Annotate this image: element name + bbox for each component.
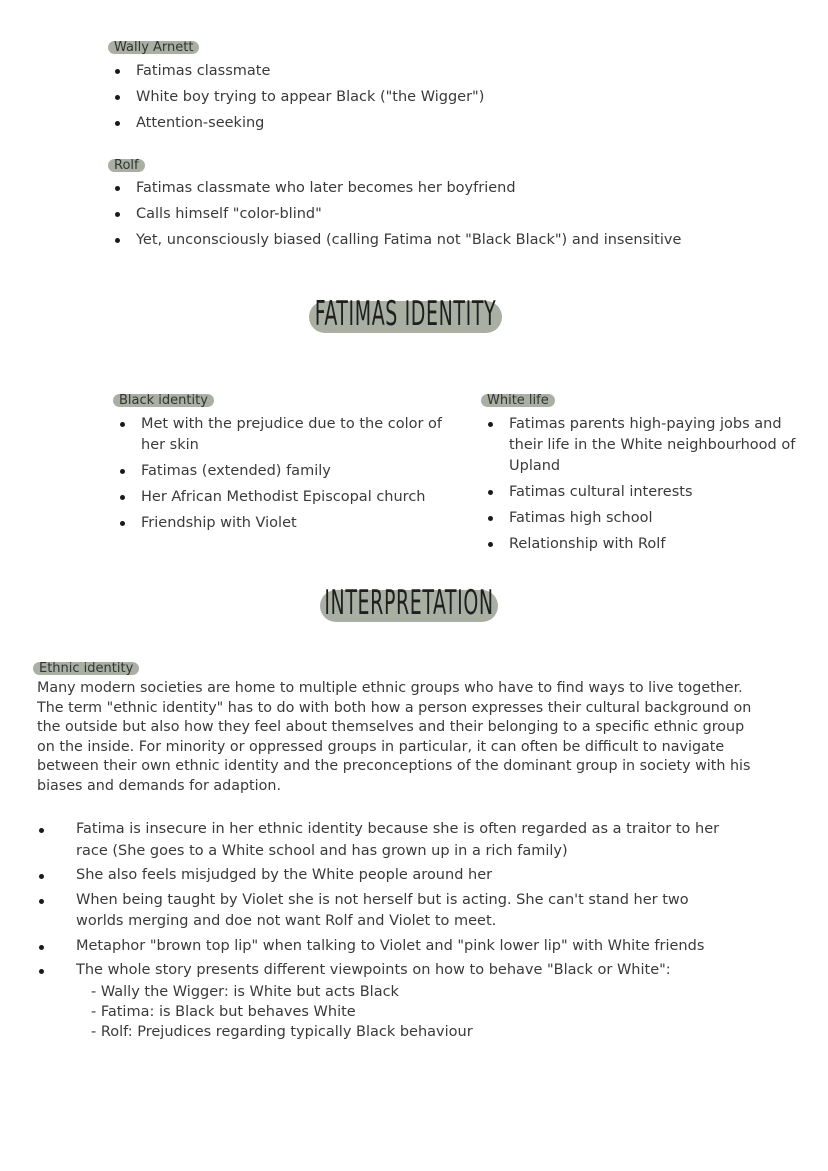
list-item: Fatimas (extended) family	[113, 461, 448, 482]
interpretation-list	[37, 819, 737, 1045]
wally-label: Wally Arnett	[108, 41, 199, 54]
list-item: Fatimas parents high-paying jobs and their life in the White neighbourhood of Upland	[481, 414, 806, 477]
list-item: Fatimas classmate	[108, 61, 708, 82]
list-item: Her African Methodist Episcopal church	[113, 487, 448, 508]
list-item: Fatima is insecure in her ethnic identity because she is often regarded as a traitor to her race (She goes to a White school and has grown up in a rich family)	[37, 819, 737, 862]
black-identity-list	[113, 414, 448, 539]
list-item: When being taught by Violet she is not herself but is acting. She can't stand her two worlds merging and doe not want Rolf and Violet to meet.	[37, 890, 737, 933]
list-item: She also feels misjudged by the White people around her	[37, 865, 737, 887]
list-item: Yet, unconsciously biased (calling Fatima not "Black Black") and insensitive	[108, 230, 748, 251]
list-item: Fatimas high school	[481, 508, 806, 529]
list-item-text: The whole story presents different viewpoints on how to behave "Black or White":	[76, 962, 671, 978]
list-item	[37, 960, 737, 1042]
list-item: Calls himself "color-blind"	[108, 204, 748, 225]
sub-item: - Rolf: Prejudices regarding typically Black behaviour	[91, 1023, 473, 1040]
sub-item: - Wally the Wigger: is White but acts Black	[91, 983, 399, 1000]
wally-list	[108, 61, 708, 139]
list-item: Met with the prejudice due to the color of her skin	[113, 414, 448, 456]
ethnic-identity-paragraph: Many modern societies are home to multiple ethnic groups who have to find ways to live together. The term "ethnic identity" has to do with both how a person expresses their cultural background on the outside but also how they feel about themselves and their belonging to a specific ethnic group on the inside. For minority or oppressed groups in particular, it can often be difficult to navigate between their own ethnic identity and the preconceptions of the dominant group in society with his biases and demands for adaption.	[37, 680, 752, 794]
list-item: Relationship with Rolf	[481, 534, 806, 555]
black-identity-label: Black identity	[113, 394, 214, 407]
section-heading-identity: FATIMAS IDENTITY	[314, 294, 497, 334]
white-life-list	[481, 414, 806, 560]
ethnic-identity-label: Ethnic identity	[33, 662, 139, 675]
list-item: White boy trying to appear Black ("the Wigger")	[108, 87, 708, 108]
list-item: Fatimas cultural interests	[481, 482, 806, 503]
rolf-list	[108, 178, 748, 256]
list-item: Fatimas classmate who later becomes her boyfriend	[108, 178, 748, 199]
section-heading-interpretation: INTERPRETATION	[324, 583, 494, 623]
list-item: Metaphor "brown top lip" when talking to Violet and "pink lower lip" with White friends	[37, 936, 737, 958]
white-life-label: White life	[481, 394, 555, 407]
list-item: Attention-seeking	[108, 113, 708, 134]
rolf-label: Rolf	[108, 159, 145, 172]
sub-item: - Fatima: is Black but behaves White	[91, 1003, 356, 1020]
list-item: Friendship with Violet	[113, 513, 448, 534]
